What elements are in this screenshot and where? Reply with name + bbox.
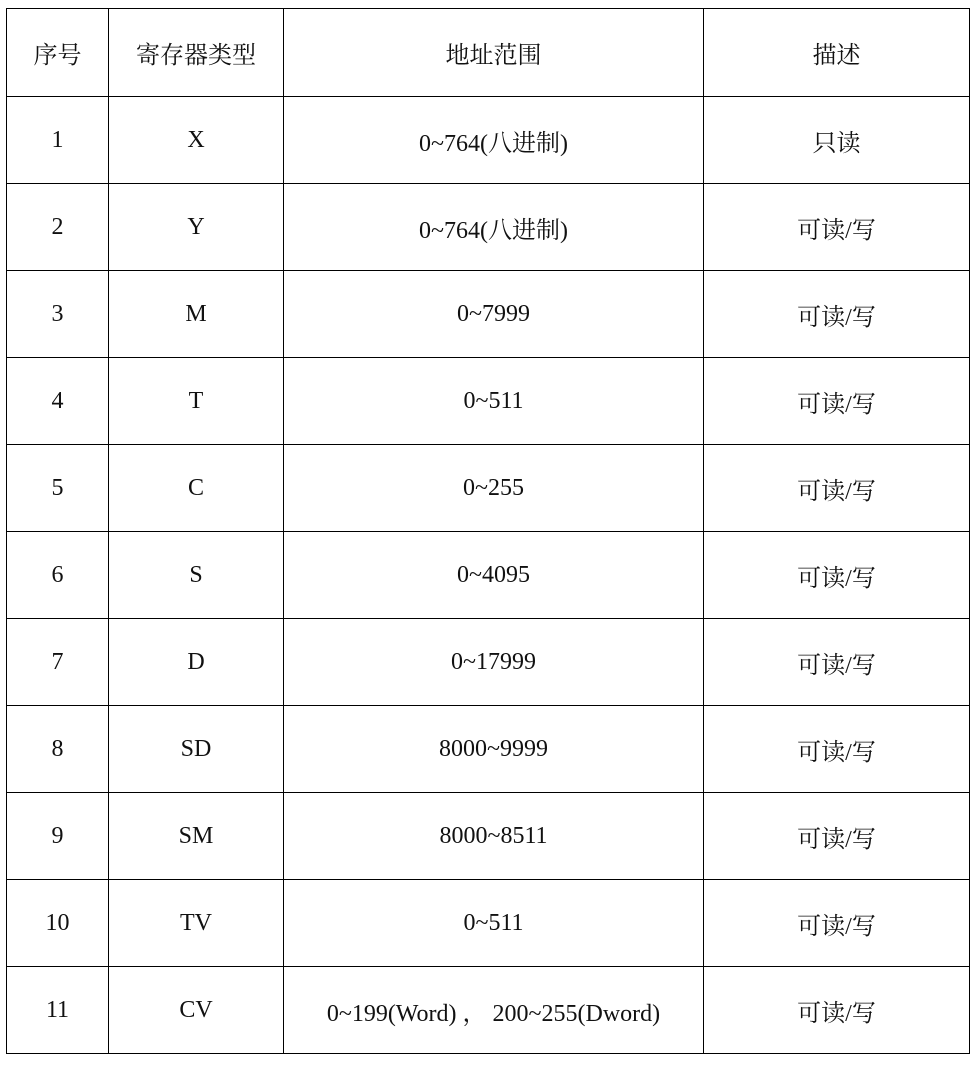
cell-description: 可读/写 (704, 184, 970, 271)
cell-description: 可读/写 (704, 271, 970, 358)
cell-seq: 3 (7, 271, 109, 358)
table-row (7, 445, 970, 532)
cell-description: 可读/写 (704, 358, 970, 445)
header-seq: 序号 (7, 9, 109, 97)
cell-address-range: 0~255 (284, 445, 704, 532)
table-row (7, 532, 970, 619)
cell-seq: 11 (7, 967, 109, 1054)
register-table (6, 8, 970, 1054)
cell-register-type: D (109, 619, 284, 706)
cell-address-range: 8000~8511 (284, 793, 704, 880)
cell-address-range: 8000~9999 (284, 706, 704, 793)
cell-address-range: 0~511 (284, 880, 704, 967)
cell-address-range: 0~764(八进制) (284, 184, 704, 271)
cell-description: 只读 (704, 97, 970, 184)
cell-seq: 5 (7, 445, 109, 532)
cell-address-range: 0~7999 (284, 271, 704, 358)
table-row (7, 880, 970, 967)
cell-register-type: C (109, 445, 284, 532)
cell-seq: 10 (7, 880, 109, 967)
cell-address-range: 0~199(Word) ， 200~255(Dword) (284, 967, 704, 1054)
cell-register-type: S (109, 532, 284, 619)
cell-seq: 9 (7, 793, 109, 880)
cell-register-type: SM (109, 793, 284, 880)
cell-address-range: 0~511 (284, 358, 704, 445)
table-body (7, 97, 970, 1054)
cell-seq: 2 (7, 184, 109, 271)
table-header (7, 9, 970, 97)
cell-address-range: 0~4095 (284, 532, 704, 619)
cell-description: 可读/写 (704, 532, 970, 619)
cell-description: 可读/写 (704, 619, 970, 706)
table-row (7, 358, 970, 445)
cell-register-type: M (109, 271, 284, 358)
cell-description: 可读/写 (704, 880, 970, 967)
header-description: 描述 (704, 9, 970, 97)
cell-register-type: T (109, 358, 284, 445)
cell-register-type: X (109, 97, 284, 184)
table-row (7, 793, 970, 880)
cell-seq: 1 (7, 97, 109, 184)
cell-description: 可读/写 (704, 793, 970, 880)
header-register-type: 寄存器类型 (109, 9, 284, 97)
cell-register-type: Y (109, 184, 284, 271)
cell-address-range: 0~17999 (284, 619, 704, 706)
cell-seq: 6 (7, 532, 109, 619)
table-row (7, 706, 970, 793)
header-row (7, 9, 970, 97)
table-row (7, 97, 970, 184)
cell-seq: 7 (7, 619, 109, 706)
header-address-range: 地址范围 (284, 9, 704, 97)
table-row (7, 619, 970, 706)
cell-seq: 8 (7, 706, 109, 793)
table-row (7, 271, 970, 358)
cell-description: 可读/写 (704, 706, 970, 793)
cell-seq: 4 (7, 358, 109, 445)
cell-register-type: CV (109, 967, 284, 1054)
table-row (7, 184, 970, 271)
cell-register-type: SD (109, 706, 284, 793)
cell-description: 可读/写 (704, 967, 970, 1054)
cell-description: 可读/写 (704, 445, 970, 532)
table-row (7, 967, 970, 1054)
cell-address-range: 0~764(八进制) (284, 97, 704, 184)
cell-register-type: TV (109, 880, 284, 967)
